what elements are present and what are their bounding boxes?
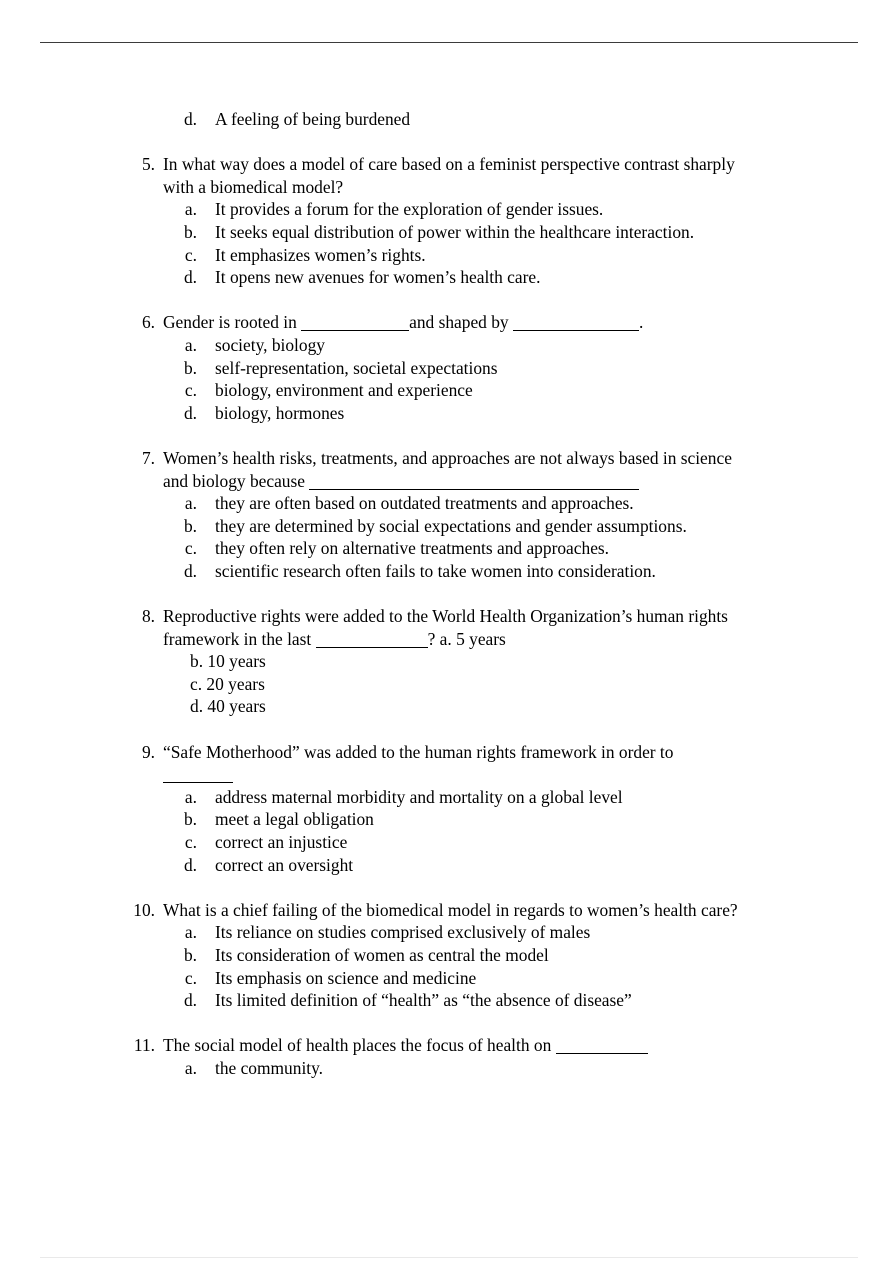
list-item [0,944,896,967]
list-item [0,198,896,221]
question-text: What is a chief failing of the biomedical model in regards to women’s health care? [163,899,738,920]
option-letter: c. [184,244,197,265]
list-item [0,357,896,380]
option-letter: c. [184,380,197,401]
option-letter: a. [184,199,197,220]
option-text: It emphasizes women’s rights. [215,244,426,265]
list-item [0,515,896,538]
option-letter: d. [183,990,197,1011]
option-letter: a. [184,1057,197,1078]
option-text: Its consideration of women as central the model [215,944,549,965]
question-number: 8. [141,606,155,627]
question-text-part: “Safe Motherhood” was added to the human rights framework in order to [163,741,674,762]
option-text: b. 10 years [190,651,266,672]
option-text: scientific research often fails to take women into consideration. [215,560,656,581]
fill-in-blank [556,1040,648,1054]
question-block [0,605,896,718]
list-item [0,650,896,673]
list-item [0,695,896,718]
question-text-part: Women’s health risks, treatments, and approaches are not always based in science and biology because [163,447,732,491]
question-text-part: The social model of health places the focus of health on [163,1035,556,1056]
list-item [0,537,896,560]
option-text: society, biology [215,334,325,355]
question-text-part: Gender is rooted in [163,312,302,333]
fill-in-blank [163,769,233,783]
question-number: 6. [141,312,155,333]
question-stem [0,153,896,198]
option-text: A feeling of being burdened [215,109,411,129]
list-item [0,786,896,809]
list-item [0,244,896,267]
option-letter: a. [184,922,197,943]
option-text: It opens new avenues for women’s health care. [215,267,541,288]
option-text: Its emphasis on science and medicine [215,967,477,988]
question-number: 11. [133,1035,155,1056]
question-text-part: and shaped by [409,312,513,333]
question-stem [0,605,896,650]
block-spacer [0,289,896,312]
list-item [0,921,896,944]
question-number: 10. [133,899,155,920]
question-stem [0,1034,896,1057]
question-text-part: Reproductive rights were added to the World Health Organization’s human rights framework in the last [163,606,728,649]
option-text: the community. [215,1057,324,1078]
document-body [0,108,896,1080]
list-item [0,854,896,877]
option-text: biology, environment and experience [215,380,473,401]
option-letter: d. [183,267,197,288]
fill-in-blank [301,317,409,331]
question-text-part: . [638,312,644,333]
option-letter: c. [184,832,197,852]
option-text: Its limited definition of “health” as “the absence of disease” [215,990,632,1011]
list-item [0,808,896,831]
option-text: biology, hormones [215,402,345,423]
option-text: It provides a forum for the exploration of gender issues. [215,199,604,220]
list-item [0,673,896,696]
list-item [0,1057,896,1080]
question-stem [0,899,896,922]
option-letter: b. [183,515,197,536]
option-letter: d. [183,402,197,423]
question-block [0,741,896,877]
option-text: correct an injustice [215,832,348,852]
list-item [0,492,896,515]
block-spacer [0,718,896,741]
option-text: c. 20 years [190,673,265,694]
list-item [0,108,896,131]
fill-in-blank [316,634,428,648]
option-letter: b. [183,809,197,830]
question-stem [0,741,896,764]
option-text: correct an oversight [215,854,354,875]
list-item [0,221,896,244]
question-block [0,1034,896,1079]
option-text: they are often based on outdated treatments and approaches. [215,493,634,514]
question-block [0,153,896,289]
block-spacer [0,876,896,899]
list-item [0,831,896,854]
fill-in-blank [309,476,639,490]
footer-rule [40,1257,858,1258]
block-spacer [0,424,896,447]
option-letter: d. [183,109,197,129]
question-stem [0,447,896,492]
block-spacer [0,582,896,605]
option-letter: c. [184,967,197,988]
question-text: In what way does a model of care based on a feminist perspective contrast sharply with a biomedical model? [163,154,735,197]
fill-in-blank [513,317,639,331]
list-item [0,560,896,583]
list-item [0,989,896,1012]
question-text-part: ? a. 5 years [427,628,506,649]
option-text: It seeks equal distribution of power within the healthcare interaction. [215,221,695,242]
block-spacer [0,1012,896,1035]
option-text: they are determined by social expectations and gender assumptions. [215,515,687,536]
option-letter: a. [184,493,197,514]
option-text: self-representation, societal expectations [215,357,498,378]
option-letter: d. [183,854,197,875]
option-letter: a. [184,786,197,807]
option-letter: b. [183,221,197,242]
option-letter: b. [183,944,197,965]
option-text: Its reliance on studies comprised exclusively of males [215,922,591,943]
option-text: d. 40 years [190,696,266,717]
list-item [0,266,896,289]
list-item [0,967,896,990]
question-number: 5. [141,154,155,175]
block-spacer [0,131,896,154]
option-letter: a. [184,334,197,355]
option-letter: b. [183,357,197,378]
header-rule [40,42,858,43]
question-block [0,311,896,424]
question-block [0,899,896,1012]
question-number: 9. [141,741,155,762]
question-stem-continuation [0,763,896,786]
question-stem [0,311,896,334]
option-letter: c. [184,538,197,559]
list-item [0,402,896,425]
option-letter: d. [183,560,197,581]
list-item [0,334,896,357]
question-number: 7. [141,447,155,468]
list-item [0,379,896,402]
option-text: address maternal morbidity and mortality on a global level [215,786,623,807]
option-text: they often rely on alternative treatments and approaches. [215,538,610,559]
option-text: meet a legal obligation [215,809,374,830]
question-block [0,447,896,583]
